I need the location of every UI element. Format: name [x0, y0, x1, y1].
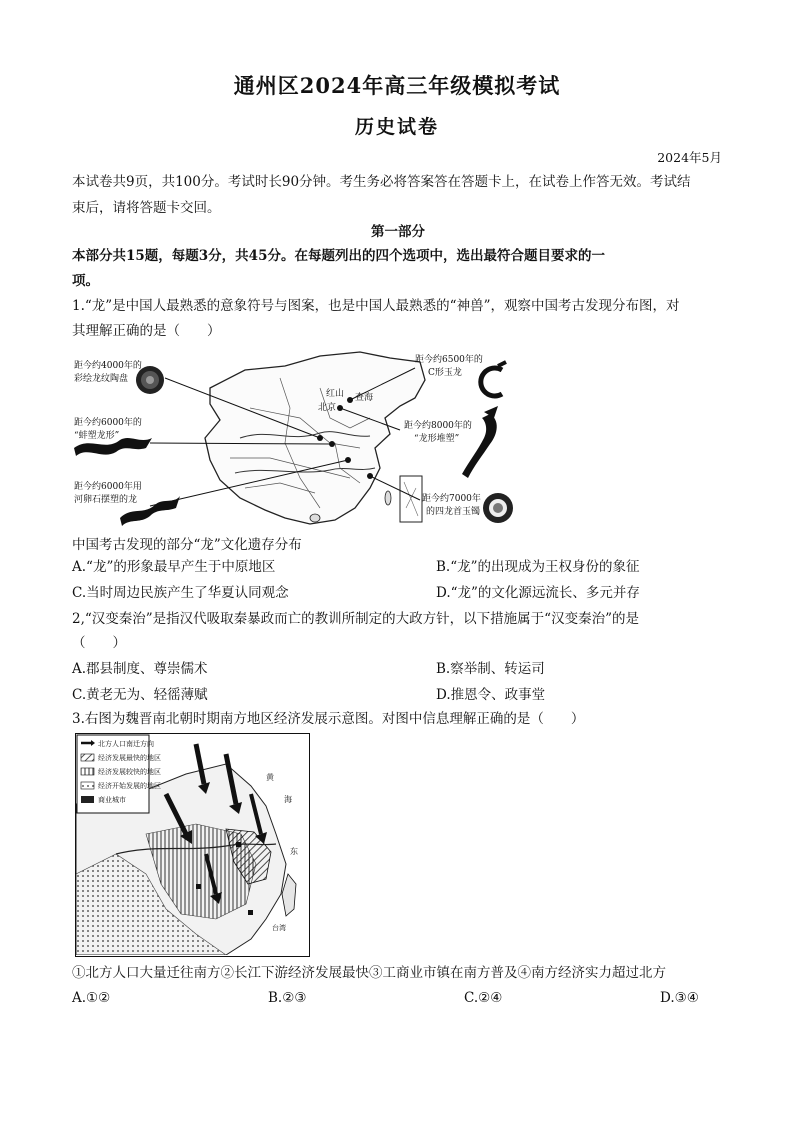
legend-fast: 经济发展较快的地区	[98, 768, 161, 776]
map-label-bracelet-2: 的四龙首玉镯	[426, 507, 481, 517]
q1-option-b: B.“龙”的出现成为王权身份的象征	[436, 559, 640, 575]
q3-stem: 3.右图为魏晋南北朝时期南方地区经济发展示意图。对图中信息理解正确的是（ ）	[72, 711, 585, 727]
legend-fastest: 经济发展最快的地区	[98, 754, 161, 762]
q3-option-c: C.②④	[464, 990, 503, 1006]
map-label-stone-1: 距今约8000年的	[404, 421, 472, 431]
map-sea-label-3: 东	[290, 847, 298, 856]
part-instruction-2: 项。	[72, 273, 99, 289]
map-label-shell-1: 距今约6000年的	[74, 418, 142, 428]
south-economy-map-figure	[75, 733, 310, 957]
legend-commercial-city: 商业城市	[98, 796, 126, 804]
legend-beginning: 经济开始发展的地区	[98, 782, 161, 790]
map-city-chahai: 查海	[355, 393, 374, 403]
q3-option-b: B.②③	[268, 990, 307, 1006]
part-heading: 第一部分	[371, 224, 425, 240]
map-sea-label-2: 海	[284, 795, 292, 804]
exam-title: 通州区2024年高三年级模拟考试	[233, 73, 561, 98]
q2-option-d: D.推恩令、政事堂	[436, 687, 546, 703]
legend-migration: 北方人口南迁方向	[98, 740, 154, 748]
intro-line-2: 束后，请将答题卡交回。	[72, 200, 221, 216]
q2-option-a: A.郡县制度、尊崇儒术	[72, 661, 208, 677]
china-outline	[205, 352, 425, 524]
q3-statements: ①北方人口大量迁往南方②长江下游经济发展最快③工商业市镇在南方普及④南方经济实力超过北方	[72, 965, 666, 981]
q1-option-c: C.当时周边民族产生了华夏认同观念	[72, 585, 289, 601]
q3-option-a: A.①②	[72, 990, 111, 1006]
q2-stem-line-1: 2,“汉变秦治”是指汉代吸取秦暴政而亡的教训所制定的大政方针，以下措施属于“汉变秦治”的是	[72, 611, 639, 627]
q1-option-a: A.“龙”的形象最早产生于中原地区	[72, 559, 276, 575]
map-city-beijing: 北京	[318, 403, 337, 413]
dragon-map-figure	[70, 348, 530, 533]
q2-stem-line-2: （ ）	[72, 635, 126, 651]
exam-subtitle: 历史试卷	[354, 116, 439, 138]
map-island-label: 台湾	[272, 924, 286, 932]
map-sea-label-1: 黄	[266, 773, 274, 782]
map-label-stone-2: “龙形堆塑”	[414, 434, 460, 444]
q1-figure-caption: 中国考古发现的部分“龙”文化遗存分布	[72, 537, 302, 553]
q1-stem-line-1: 1.“龙”是中国人最熟悉的意象符号与图案，也是中国人最熟悉的“神兽”，观察中国考古发现分布图，对	[72, 298, 680, 314]
q3-option-d: D.③④	[660, 990, 699, 1006]
part-instruction-1: 本部分共15题，每题3分，共45分。在每题列出的四个选项中，选出最符合题目要求的一	[72, 248, 605, 264]
map-label-plate-2: 彩绘龙纹陶盘	[74, 374, 129, 384]
q2-option-b: B.察举制、转运司	[436, 661, 545, 677]
map-label-shell-2: “蚌塑龙形”	[74, 431, 120, 441]
map-city-hongshan: 红山	[326, 389, 345, 399]
map-label-pebble-2: 河卵石摆塑的龙	[74, 495, 138, 505]
map-label-plate-1: 距今约4000年的	[74, 361, 142, 371]
map-label-jade-1: 距今约6500年的	[415, 355, 483, 365]
map-label-pebble-1: 距今约6000年用	[74, 482, 142, 492]
q2-option-c: C.黄老无为、轻徭薄赋	[72, 687, 208, 703]
q1-stem-line-2: 其理解正确的是（ ）	[72, 323, 221, 339]
c-jade-dragon-icon	[481, 368, 502, 396]
map-label-bracelet-1: 距今约7000年	[422, 494, 481, 504]
q1-option-d: D.“龙”的文化源远流长、多元并存	[436, 585, 640, 601]
intro-line-1: 本试卷共9页，共100分。考试时长90分钟。考生务必将答案答在答题卡上，在试卷上作答无效。考试结	[72, 174, 691, 190]
exam-date: 2024年5月	[657, 150, 722, 165]
map-label-jade-2: C形玉龙	[428, 368, 462, 378]
